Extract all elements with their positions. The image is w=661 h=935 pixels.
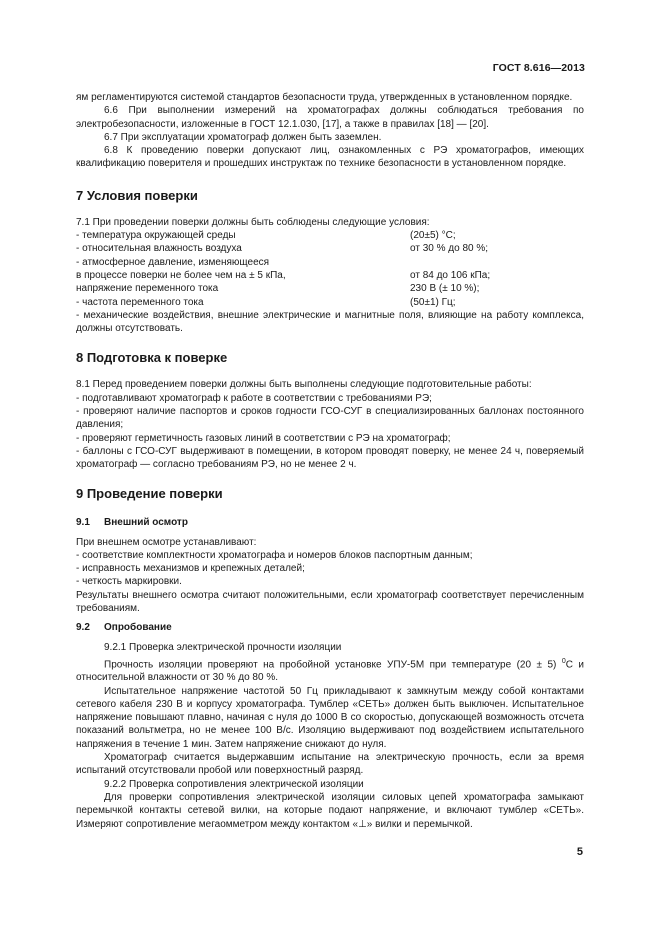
subsection-number: 9.1 [76, 516, 90, 528]
condition-row [76, 269, 584, 282]
inspection-line: - исправность механизмов и крепежных деталей; [76, 563, 305, 575]
text-part: С и относительной влажности от 30 % до 80 %. [76, 658, 584, 684]
section-7-title: 7 Условия поверки [76, 187, 198, 203]
paragraph-6-6: 6.6 При выполнении измерений на хроматографах должны соблюдаться требования по электробезопасности, изложенные в ГОСТ 12.1.030, [17], а также в правилах [18] — [20]. [76, 105, 584, 130]
inspection-line: - четкость маркировки. [76, 576, 182, 588]
paragraph-6-5-continued: ям регламентируются системой стандартов безопасности труда, утвержденных в установленном порядке. [76, 92, 573, 103]
section-8-line: - проверяют герметичность газовых линий в соответствии с РЭ на хроматограф; [76, 432, 451, 444]
page-number: 5 [576, 846, 583, 858]
condition-value: (20±5) °С; [410, 230, 456, 242]
subsection-9-1-title [76, 516, 584, 529]
section-9-title: 9 Проведение поверки [76, 485, 223, 501]
paragraph-test-result: Хроматограф считается выдержавшим испытание на электрическую прочность, если за время испытаний отсутствовали пробой или поверхностный разряд. [76, 752, 584, 777]
section-8-line: 8.1 Перед проведением поверки должны быть выполнены следующие подготовительные работы: [76, 379, 532, 391]
condition-value: от 84 до 106 кПа; [410, 269, 491, 281]
subsection-title: Опробование [104, 622, 172, 634]
condition-value: от 30 % до 80 %; [410, 243, 489, 255]
inspection-result: Результаты внешнего осмотра считают положительными, если хроматограф соответствует перечисленным требованиям. [76, 589, 584, 615]
condition-row [76, 229, 584, 242]
inspection-line: - соответствие комплектности хроматографа и номеров блоков паспортным данным; [76, 549, 473, 561]
section-8-line: - подготавливают хроматограф к работе в соответствии с требованиями РЭ; [76, 392, 432, 404]
condition-value: (50±1) Гц; [410, 296, 456, 308]
condition-label: напряжение переменного тока [76, 283, 219, 295]
document-body [76, 91, 584, 831]
text-part: Прочность изоляции проверяют на пробойной установке УПУ-5М при температуре (20 ± 5) [104, 658, 562, 670]
condition-row [76, 256, 584, 269]
section-7-tail: - механические воздействия, внешние электрические и магнитные поля, влияющие на работу комплекса, должны отсутствовать. [76, 309, 584, 335]
inspection-line: При внешнем осмотре устанавливают: [76, 536, 257, 548]
subsection-9-2-title [76, 621, 584, 634]
condition-label: - частота переменного тока [76, 296, 204, 308]
paragraph-9-2-2: 9.2.2 Проверка сопротивления электрической изоляции [104, 778, 364, 790]
paragraph-resistance-check: Для проверки сопротивления электрической изоляции силовых цепей хроматографа замыкают перемычкой контакты сетевой вилки, на которые подают напряжение, и включают тумблер «СЕТЬ». Измеряют сопротивление мегаомметром между контактом «⊥» вилки и перемычкой. [76, 791, 584, 830]
paragraph-6-7: 6.7 При эксплуатации хроматограф должен быть заземлен. [104, 131, 382, 143]
paragraph-insulation-strength [76, 655, 584, 685]
subsection-number: 9.2 [76, 622, 90, 634]
subsection-title: Внешний осмотр [104, 516, 188, 528]
condition-value [410, 256, 584, 269]
section-8-title: 8 Подготовка к поверке [76, 350, 228, 366]
condition-row [76, 282, 584, 295]
paragraph-6-8: 6.8 К проведению поверки допускают лиц, ознакомленных с РЭ хроматографов, имеющих квалификацию поверителя и прошедших инструктаж по технике безопасности в установленном порядке. [76, 145, 584, 170]
document-header: ГОСТ 8.616—2013 [492, 62, 585, 74]
degree-superscript: 0 [561, 657, 566, 665]
paragraph-test-voltage: Испытательное напряжение частотой 50 Гц прикладывают к замкнутым между собой контактами сетевого кабеля 230 В и корпусу хроматографа. Тумблер «СЕТЬ» должен быть выключен. Испытательное напряжение повышают плавно, начиная с нуля до 1000 В со скоростью, допускающей возможность отсчета показаний вольтметра, но не менее 100 В/с. Изоляцию выдерживают под воздействием испытательного напряжения в течение 1 мин. Затем напряжение снижают до нуля. [76, 685, 584, 750]
condition-row [76, 242, 584, 255]
condition-label: - атмосферное давление, изменяющееся [76, 256, 270, 268]
paragraph-9-2-1: 9.2.1 Проверка электрической прочности изоляции [104, 642, 342, 654]
condition-label: - температура окружающей среды [76, 230, 236, 242]
section-8-line: - баллоны с ГСО-СУГ выдерживают в помещении, в котором проводят поверку, не менее 24 ч, поверяемый хроматограф — согласно требованиям РЭ, но не менее 2 ч. [76, 445, 584, 471]
condition-label: - относительная влажность воздуха [76, 243, 242, 255]
condition-value: 230 В (± 10 %); [410, 283, 480, 295]
condition-row [76, 296, 584, 309]
section-7-intro: 7.1 При проведении поверки должны быть соблюдены следующие условия: [76, 216, 430, 228]
condition-label: в процессе поверки не более чем на ± 5 кПа, [76, 269, 286, 281]
section-8-line: - проверяют наличие паспортов и сроков годности ГСО-СУГ в специализированных баллонах постоянного давления; [76, 406, 584, 431]
